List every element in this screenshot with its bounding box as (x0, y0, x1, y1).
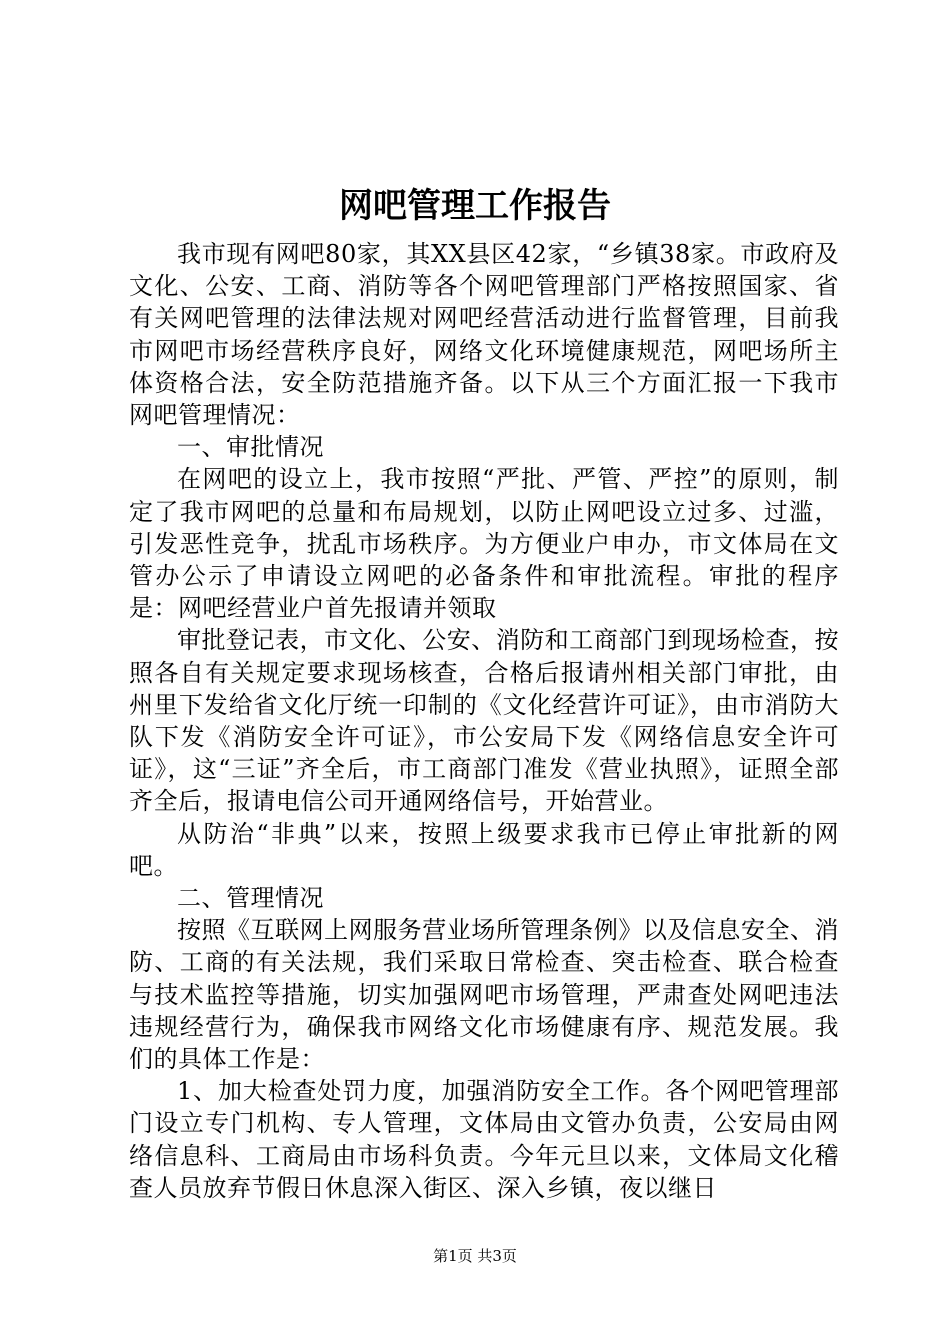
section-heading-management: 二、管理情况 (177, 884, 324, 913)
paragraph-management-item-1: 1、加大检查处罚力度，加强消防安全工作。各个网吧管理部门设立专门机构、专人管理，文体局由文管办负责，公安局由网络信息科、工商局由市场科负责。今年元旦以来，文体局文化稽查人员放弃节假日休息深入街区、深入乡镇，夜以继日 (129, 1077, 839, 1202)
page-footer: 第1页 共3页 (433, 1247, 517, 1265)
paragraph-approval-suspended: 从防治“非典”以来，按照上级要求我市已停止审批新的网吧。 (129, 819, 839, 880)
section-heading-approval: 一、审批情况 (177, 433, 324, 462)
document-body (129, 238, 839, 1204)
paragraph-approval-procedure: 审批登记表，市文化、公安、消防和工商部门到现场检查，按照各自有关规定要求现场核查，合格后报请州相关部门审批，由州里下发给省文化厅统一印制的《文化经营许可证》，由市消防大队下发《消防安全许可证》，市公安局下发《网络信息安全许可证》，这“三证”齐全后，市工商部门准发《营业执照》，证照全部齐全后，报请电信公司开通网络信号，开始营业。 (129, 626, 839, 816)
paragraph-management-overview: 按照《互联网上网服务营业场所管理条例》以及信息安全、消防、工商的有关法规，我们采取日常检查、突击检查、联合检查与技术监控等措施，切实加强网吧市场管理，严肃查处网吧违法违规经营行为，确保我市网络文化市场健康有序、规范发展。我们的具体工作是： (129, 916, 839, 1074)
paragraph-intro: 我市现有网吧80家，其XX县区42家，“乡镇38家。市政府及文化、公安、工商、消防等各个网吧管理部门严格按照国家、省有关网吧管理的法律法规对网吧经营活动进行监督管理，目前我市网吧市场经营秩序良好，网络文化环境健康规范，网吧场所主体资格合法，安全防范措施齐备。以下从三个方面汇报一下我市网吧管理情况： (129, 240, 839, 430)
document-title: 网吧管理工作报告 (339, 186, 611, 226)
paragraph-approval-principle: 在网吧的设立上，我市按照“严批、严管、严控”的原则，制定了我市网吧的总量和布局规划，以防止网吧设立过多、过滥，引发恶性竞争，扰乱市场秩序。为方便业户申办，市文体局在文管办公示了申请设立网吧的必备条件和审批流程。审批的程序是：网吧经营业户首先报请并领取 (129, 465, 839, 623)
